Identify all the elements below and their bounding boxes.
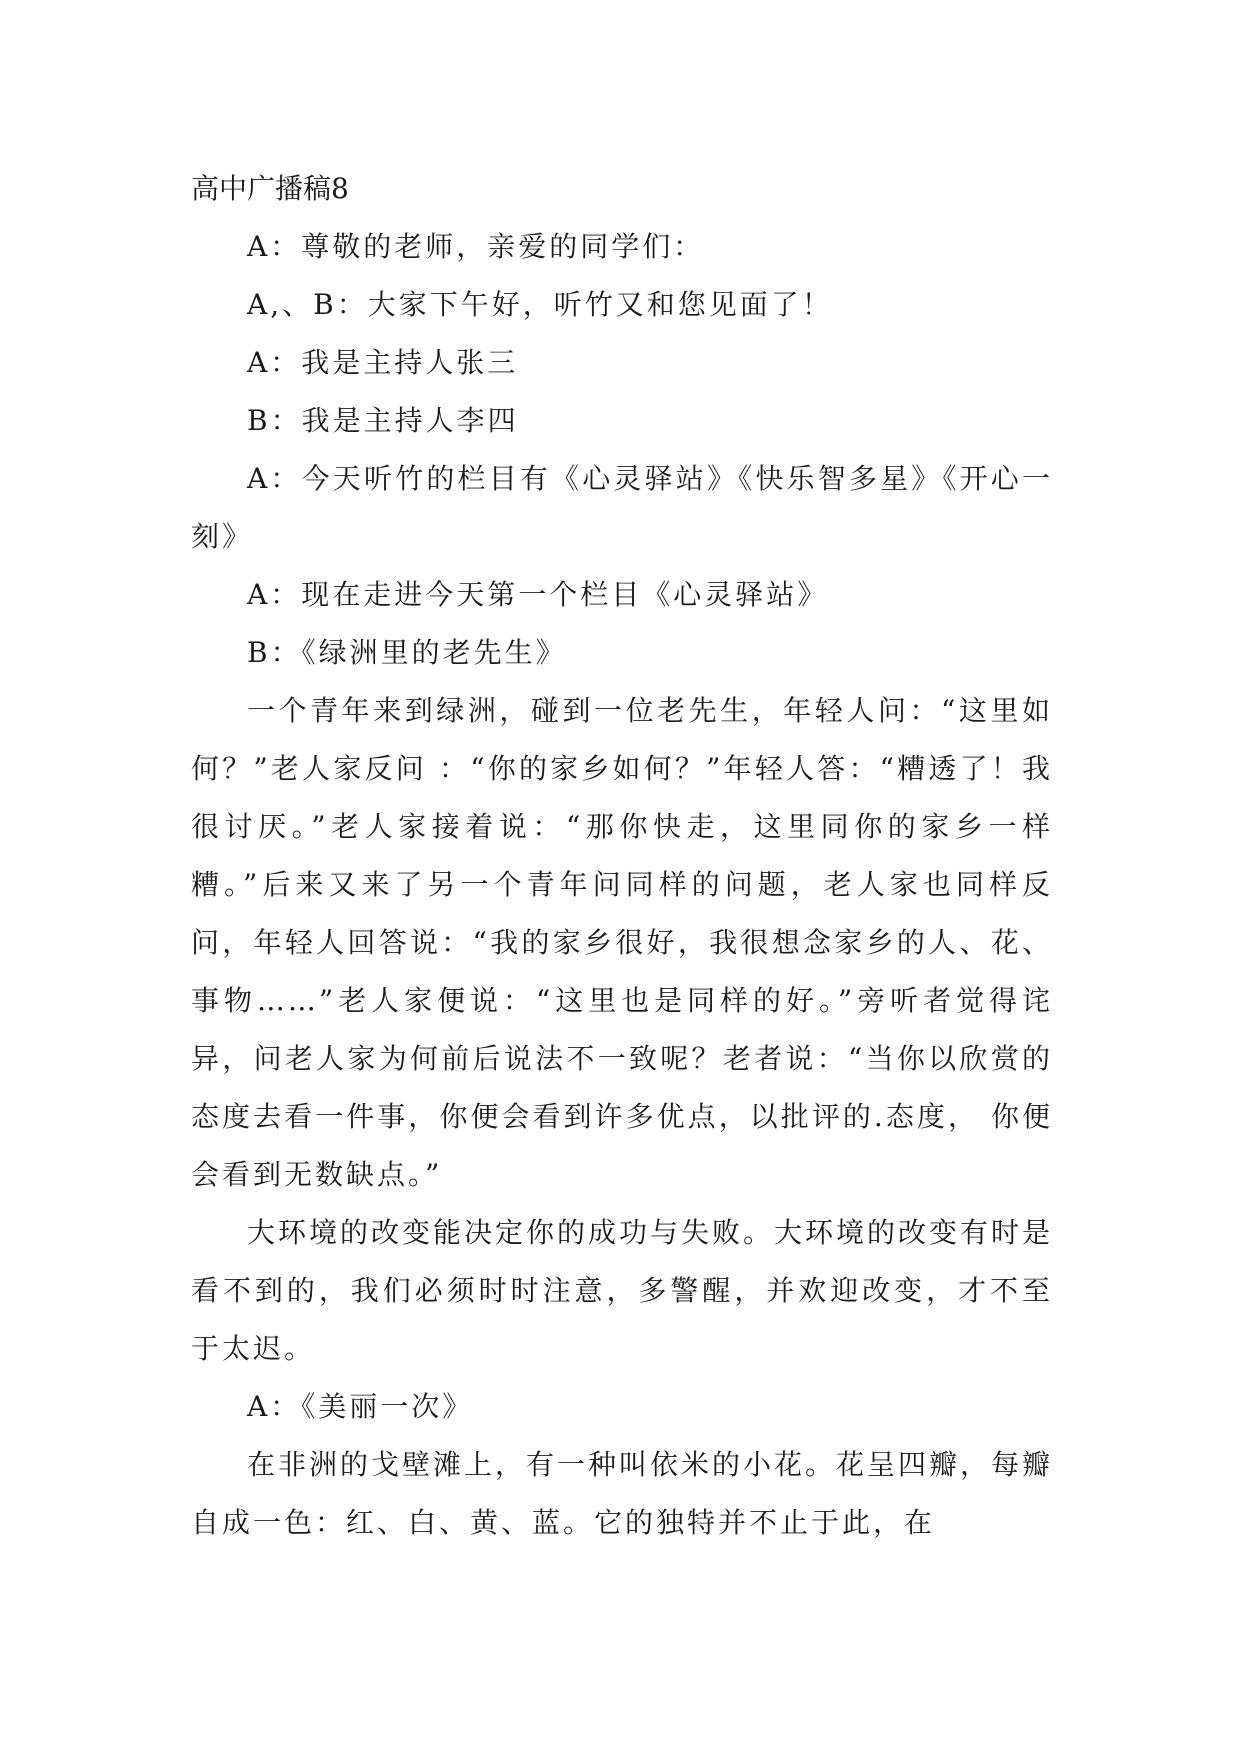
paragraph-story-moral: 大环境的改变能决定你的成功与失败。大环境的改变有时是看不到的，我们必须时时注意，多警醒，并欢迎改变，才不至于太迟。 xyxy=(191,1216,1054,1365)
paragraph-story-body: 一个青年来到绿洲，碰到一位老先生，年轻人问：“这里如何？”老人家反问 ：“你的家乡如何？”年轻人答：“糟透了！我很讨厌。”老人家接着说：“那你快走，这里同你的家乡一样糟。”后来又来了另一个青年问同样的问题，老人家也同样反问，年轻人回答说：“我的家乡很好，我很想念家乡的人、花、事物……”老人家便说：“这里也是同样的好。”旁听者觉得诧异，问老人家为何前后说法不一致呢？老者说：“当你以欣赏的态度去看一件事，你便会看到许多优点，以批评的.态度， 你便会看到无数缺点。” xyxy=(191,694,1053,1191)
paragraph-first-column: A：现在走进今天第一个栏目《心灵驿站》 xyxy=(247,578,829,611)
paragraph-host-a: A：我是主持人张三 xyxy=(247,346,519,379)
paragraph-story-title: B：《绿洲里的老先生》 xyxy=(247,636,567,669)
paragraph-second-body: 在非洲的戈壁滩上，有一种叫依米的小花。花呈四瓣，每瓣自成一色：红、白、黄、蓝。它的独特并不止于此，在 xyxy=(191,1448,1054,1539)
paragraph-host-b: B：我是主持人李四 xyxy=(247,404,519,437)
paragraph-second-title: A：《美丽一次》 xyxy=(247,1390,474,1423)
paragraph-hello: A,、B：大家下午好，听竹又和您见面了！ xyxy=(247,288,833,321)
document-title: 高中广播稿8 xyxy=(191,172,349,205)
paragraph-greeting: A：尊敬的老师，亲爱的同学们： xyxy=(247,230,705,263)
paragraph-program-list: A：今天听竹的栏目有《心灵驿站》《快乐智多星》《开心一刻》 xyxy=(191,462,1053,553)
document-body xyxy=(191,160,1053,1552)
